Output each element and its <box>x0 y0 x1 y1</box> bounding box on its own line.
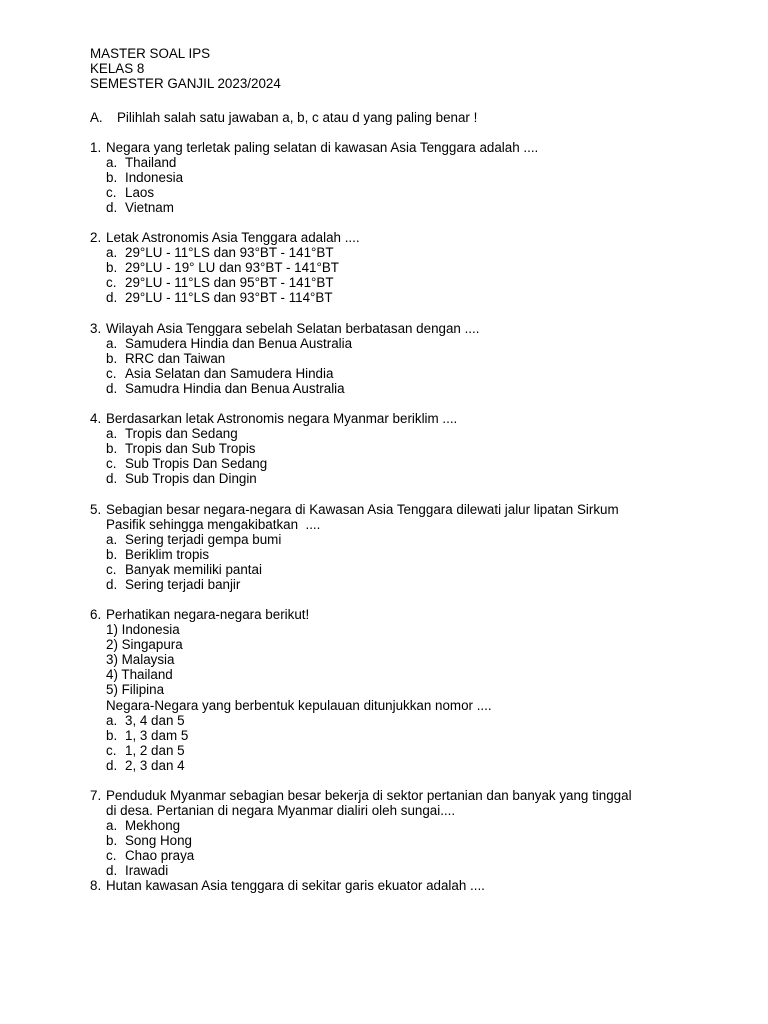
option-letter: b. <box>106 833 118 849</box>
question-7 <box>90 788 720 879</box>
option-text: Sering terjadi banjir <box>125 577 241 593</box>
question-number: 6. <box>90 607 102 622</box>
option-letter: a. <box>106 532 118 548</box>
option-letter: b. <box>106 351 118 367</box>
option-d <box>90 200 720 215</box>
option-letter: a. <box>106 245 118 261</box>
option-text: Banyak memiliki pantai <box>125 562 262 578</box>
option-letter: a. <box>106 426 118 442</box>
section-letter: A. <box>90 110 103 125</box>
option-letter: c. <box>106 366 117 382</box>
option-d <box>90 863 720 878</box>
option-b <box>90 547 720 562</box>
option-letter: d. <box>106 471 118 487</box>
option-letter: c. <box>106 456 117 472</box>
list-item: 4) Thailand <box>106 667 173 683</box>
option-a <box>90 532 720 547</box>
question-6 <box>90 607 720 773</box>
option-text: RRC dan Taiwan <box>125 351 226 367</box>
document-header <box>90 46 281 91</box>
option-letter: d. <box>106 200 118 216</box>
section-instruction <box>90 110 477 125</box>
list-item: 1) Indonesia <box>106 622 180 638</box>
header-class: KELAS 8 <box>90 61 145 77</box>
option-a <box>90 426 720 441</box>
option-letter: c. <box>106 742 117 758</box>
option-text: Mekhong <box>125 818 181 834</box>
option-c <box>90 185 720 200</box>
question-2 <box>90 230 720 305</box>
question-prompt: Negara-Negara yang berbentuk kepulauan ditunjukkan nomor .... <box>106 697 492 713</box>
option-text: 2, 3 dan 4 <box>125 757 185 773</box>
option-letter: c. <box>106 848 117 864</box>
header-semester: SEMESTER GANJIL 2023/2024 <box>90 76 281 92</box>
option-text: Sub Tropis Dan Sedang <box>125 456 268 472</box>
option-letter: b. <box>106 727 118 743</box>
option-letter: a. <box>106 155 118 171</box>
option-text: 29°LU - 11°LS dan 93°BT - 141°BT <box>125 245 334 261</box>
option-b <box>90 441 720 456</box>
option-c <box>90 366 720 381</box>
option-text: Thailand <box>125 155 177 171</box>
option-text: Indonesia <box>125 170 184 186</box>
option-letter: b. <box>106 441 118 457</box>
option-a <box>90 155 720 170</box>
option-letter: d. <box>106 863 118 879</box>
option-c <box>90 743 720 758</box>
question-text: Letak Astronomis Asia Tenggara adalah .... <box>106 230 360 245</box>
option-text: 29°LU - 11°LS dan 95°BT - 141°BT <box>125 275 334 291</box>
question-text: Berdasarkan letak Astronomis negara Myanmar beriklim .... <box>106 411 458 426</box>
question-number: 1. <box>90 140 102 155</box>
option-text: Song Hong <box>125 833 193 849</box>
question-number: 4. <box>90 411 102 426</box>
option-letter: c. <box>106 562 117 578</box>
option-text: 1, 3 dam 5 <box>125 727 189 743</box>
list-item: 5) Filipina <box>106 682 165 698</box>
option-c <box>90 562 720 577</box>
question-text: Negara yang terletak paling selatan di kawasan Asia Tenggara adalah .... <box>106 140 539 155</box>
question-3 <box>90 321 720 396</box>
option-letter: c. <box>106 185 117 201</box>
option-d <box>90 758 720 773</box>
option-letter: b. <box>106 547 118 563</box>
option-text: 29°LU - 19° LU dan 93°BT - 141°BT <box>125 260 339 276</box>
option-text: 29°LU - 11°LS dan 93°BT - 114°BT <box>125 290 333 306</box>
question-number: 2. <box>90 230 102 245</box>
option-d <box>90 577 720 592</box>
option-letter: d. <box>106 577 118 593</box>
header-title: MASTER SOAL IPS <box>90 46 211 61</box>
option-text: Samudera Hindia dan Benua Australia <box>125 336 353 352</box>
option-d <box>90 381 720 396</box>
option-letter: d. <box>106 381 118 397</box>
question-1 <box>90 140 720 215</box>
option-d <box>90 471 720 486</box>
option-text: Laos <box>125 185 155 201</box>
question-4 <box>90 411 720 486</box>
list-item: 3) Malaysia <box>106 652 175 668</box>
option-text: Irawadi <box>125 863 169 879</box>
option-letter: b. <box>106 170 118 186</box>
option-a <box>90 713 720 728</box>
option-letter: a. <box>106 818 118 834</box>
question-text: Hutan kawasan Asia tenggara di sekitar garis ekuator adalah .... <box>106 878 485 893</box>
question-text-continued: di desa. Pertanian di negara Myanmar dialiri oleh sungai.... <box>106 803 456 819</box>
question-8 <box>90 878 720 893</box>
option-text: Asia Selatan dan Samudera Hindia <box>125 366 334 382</box>
option-text: Samudra Hindia dan Benua Australia <box>125 381 345 397</box>
option-b <box>90 833 720 848</box>
option-a <box>90 818 720 833</box>
option-text: Tropis dan Sedang <box>125 426 238 442</box>
option-a <box>90 245 720 260</box>
option-text: Sub Tropis dan Dingin <box>125 471 257 487</box>
question-text: Perhatikan negara-negara berikut! <box>106 607 310 622</box>
option-c <box>90 848 720 863</box>
option-c <box>90 456 720 471</box>
question-text: Sebagian besar negara-negara di Kawasan Asia Tenggara dilewati jalur lipatan Sirkum <box>106 502 619 517</box>
list-item: 2) Singapura <box>106 637 183 653</box>
option-letter: a. <box>106 712 118 728</box>
option-d <box>90 290 720 305</box>
instruction-text: Pilihlah salah satu jawaban a, b, c atau d yang paling benar ! <box>117 110 478 125</box>
option-text: Chao praya <box>125 848 195 864</box>
question-5 <box>90 502 720 593</box>
question-text: Wilayah Asia Tenggara sebelah Selatan berbatasan dengan .... <box>106 321 480 336</box>
question-number: 5. <box>90 502 102 517</box>
option-letter: c. <box>106 275 117 291</box>
question-number: 3. <box>90 321 102 336</box>
option-b <box>90 170 720 185</box>
option-letter: a. <box>106 336 118 352</box>
option-text: Tropis dan Sub Tropis <box>125 441 256 457</box>
option-b <box>90 260 720 275</box>
question-number: 7. <box>90 788 102 803</box>
option-text: Beriklim tropis <box>125 547 210 563</box>
option-a <box>90 336 720 351</box>
question-text-continued: Pasifik sehingga mengakibatkan .... <box>106 517 321 533</box>
option-text: Sering terjadi gempa bumi <box>125 532 282 548</box>
option-c <box>90 275 720 290</box>
question-number: 8. <box>90 878 102 893</box>
option-text: 3, 4 dan 5 <box>125 712 185 728</box>
option-b <box>90 351 720 366</box>
option-text: 1, 2 dan 5 <box>125 742 185 758</box>
option-letter: d. <box>106 290 118 306</box>
question-text: Penduduk Myanmar sebagian besar bekerja di sektor pertanian dan banyak yang tinggal <box>106 788 632 803</box>
option-b <box>90 728 720 743</box>
option-text: Vietnam <box>125 200 174 216</box>
option-letter: b. <box>106 260 118 276</box>
option-letter: d. <box>106 757 118 773</box>
